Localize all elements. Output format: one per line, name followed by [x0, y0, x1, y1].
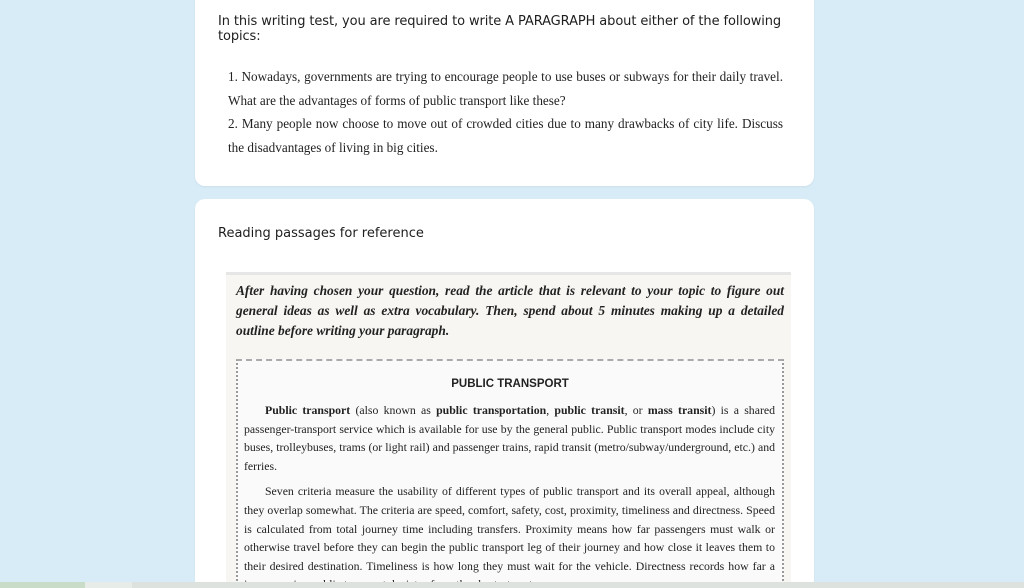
passage-body	[244, 401, 775, 588]
reading-passages-card	[195, 199, 814, 588]
writing-task-card	[195, 0, 814, 186]
bottom-bar-segment	[85, 582, 132, 588]
scanned-page-image	[226, 272, 791, 588]
reading-heading: Reading passages for reference	[218, 226, 424, 241]
reading-instructions: After having chosen your question, read the article that is relevant to your topic to figure out general ideas as well as extra vocabulary. Then, spend about 5 minutes making up a detailed outline before writing your paragraph.	[236, 283, 784, 338]
term-mass-transit: mass transit	[647, 403, 712, 417]
term-public-transit: public transit	[554, 403, 625, 417]
passage-title: PUBLIC TRANSPORT	[451, 378, 569, 390]
passage-paragraph-2: Seven criteria measure the usability of different types of public transport and its overall appeal, although they overlap somewhat. The criteria are speed, comfort, safety, cost, proximity, timeliness and directness. Speed is calculated from total journey time including transfers. Proximity means how far passengers must walk or otherwise travel before they can begin the public transport leg of their journey and how close it leaves them to their desired destination. Timeliness is how long they must wait for the vehicle. Directness records how far a	[244, 484, 775, 573]
text-span: , or	[624, 403, 648, 417]
topic-item-2: 2. Many people now choose to move out of crowded cities due to many drawbacks of city life. Discuss the disadvantages of living in big cities.	[228, 116, 783, 155]
term-public-transportation: public transportation	[436, 403, 547, 417]
bottom-scroll-bar[interactable]	[0, 582, 1024, 588]
passage-paragraph-1	[244, 401, 775, 475]
topic-list	[228, 65, 783, 159]
passage-box	[236, 359, 784, 588]
topic-item-1: 1. Nowadays, governments are trying to encourage people to use buses or subways for their daily travel. What are the advantages of forms of public transport like these?	[228, 69, 783, 108]
text-span: ,	[546, 403, 555, 417]
task-instruction: In this writing test, you are required to write A PARAGRAPH about either of the following topics:	[218, 14, 782, 44]
term-public-transport: Public transport	[265, 403, 351, 417]
bottom-bar-segment	[0, 582, 85, 588]
text-span: (also known as	[350, 403, 437, 417]
text-span: ) is a shared passenger-transport service which is available for use by the general public. Public transport modes include city buses, trolleybuses, trams (or light rail) and passenger trains, rapid transit (metro/subway/underground, etc.) and ferries.	[244, 403, 776, 473]
